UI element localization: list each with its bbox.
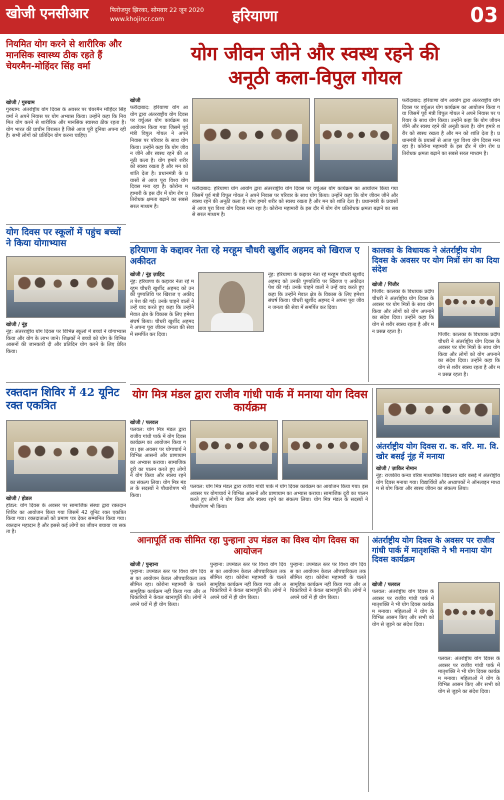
- issue-meta: [110, 6, 204, 24]
- bottom-left-article: [130, 562, 206, 795]
- issue-date: फिरोजपुर झिरका, सोमवार 22 जून 2020: [110, 7, 204, 14]
- divider: [368, 246, 369, 382]
- bottom-left-headline: आनापूर्ति तक सीमित रहा पुन्हाना उप मंडल का विश्व योग दिवस का आयोजन: [137, 536, 359, 557]
- mid-right-byline: खोजी / पिंजौर: [372, 282, 399, 288]
- divider: [130, 242, 500, 243]
- lead-article-cont: [402, 98, 500, 238]
- bottom-right-photo: [438, 582, 500, 652]
- newspaper-title: खोजी एनसीआर: [6, 6, 89, 22]
- issue-site: www.khojincr.com: [110, 16, 165, 23]
- lead-body-cont2: फरीदाबाद: हरियाणा योग आयोग द्वारा अंतरराष्ट्रीय योग दिवस पर वर्चुअल योग कार्यक्रम का आयोजन किया गया जिसमें पूर्व मंत्री विपुल गोयल ने अपने निवास पर परिवार के साथ योग किया। उन्होंने कहा कि योग जीवन जीने और स्वस्थ रहने की अनूठी कला है। योग हमारे शरीर को स्वस्थ रखता है और मन को शांति देता है। प्रधानमंत्री के प्रयासों से आज पूरा विश्व योग दिवस मना रहा है। कोरोना महामारी के इस दौर में योग रोग प्रतिरोधक क्षमता बढ़ाने का सबसे सरल माध्यम है।: [192, 186, 398, 219]
- right-side-photo: [376, 388, 500, 438]
- bottom-left-body-cont2: पुन्हाना: उपमंडल स्तर पर विश्व योग दिवस का आयोजन केवल औपचारिकता तक सीमित रहा। कोरोना महामारी के चलते सामूहिक कार्यक्रम नहीं किया गया और अधिकारियों ने केवल खानापूर्ति की। लोगों ने अपने घरों में ही योग किया।: [290, 562, 366, 601]
- left-bottom-body: होडल: योग दिवस के अवसर पर सामाजिक संस्था द्वारा रक्तदान शिविर का आयोजन किया गया जिसमें 42 यूनिट रक्त एकत्रित किया गया। रक्तदाताओं को प्रमाण पत्र देकर सम्मानित किया गया। रक्तदान महादान है और इससे कई लोगों का जीवन बचाया जा सकता है।: [6, 503, 126, 536]
- left-bottom-photo: [6, 420, 126, 492]
- mid-left-article-cont: [268, 272, 364, 376]
- bottom-left-article-cont2: [290, 562, 366, 788]
- lead-headline-line1: योग जीवन जीने और स्वस्थ रहने की: [190, 43, 440, 65]
- bottom-left-body-cont: पुन्हाना: उपमंडल स्तर पर विश्व योग दिवस का आयोजन केवल औपचारिकता तक सीमित रहा। कोरोना महामारी के चलते सामूहिक कार्यक्रम नहीं किया गया और अधिकारियों ने केवल खानापूर्ति की। लोगों ने अपने घरों में ही योग किया।: [210, 562, 286, 601]
- left-bottom-byline: खोजी / होडल: [6, 496, 32, 502]
- lead-article-cont2: [192, 186, 398, 238]
- divider: [6, 382, 126, 383]
- center-article: [130, 420, 186, 535]
- left-mid-article: [6, 322, 126, 381]
- left-top-body: गुरुग्राम: अंतर्राष्ट्रीय योग दिवस के अवसर पर चेयरमैन मोहिंदर सिंह वर्मा ने अपने निवास पर योग अभ्यास किया। उन्होंने कहा कि नियमित योग करने से शारीरिक और मानसिक स्वास्थ्य ठीक रहता है। योग भारत की प्राचीन विरासत है जिसे आज पूरी दुनिया अपना रही है। सभी लोगों को प्रतिदिन योग करना चाहिए।: [6, 107, 126, 140]
- bottom-left-byline: खोजी / पुन्हाना: [130, 562, 159, 568]
- bottom-right-article: [372, 582, 434, 795]
- center-headline: योग मित्र मंडल द्वारा राजीव गांधी पार्क में मनाया योग दिवस कार्यक्रम: [132, 388, 368, 415]
- lead-headline-line2: अनूठी कला-विपुल गोयल: [228, 67, 402, 89]
- mid-left-article: [130, 272, 194, 383]
- mid-left-photo: [198, 272, 264, 332]
- lead-headline: [130, 42, 500, 90]
- lead-article: [130, 98, 188, 245]
- divider: [130, 532, 500, 533]
- center-body-cont: पलवल: योग मित्र मंडल द्वारा राजीव गांधी पार्क में योग दिवस कार्यक्रम का आयोजन किया गया। इस अवसर पर योगाचार्य ने विभिन्न आसनों और प्राणायाम का अभ्यास कराया। सामाजिक दूरी का पालन करते हुए लोगों ने योग किया और स्वस्थ रहने का संकल्प लिया। योग मित्र मंडल के सदस्यों ने पौधारोपण भी किया।: [190, 484, 368, 510]
- mid-right-headline: कालका के विधायक ने अंतर्राष्ट्रीय योग दिवस के अवसर पर योग मित्रों संग का दिया संदेश: [372, 245, 500, 275]
- bottom-right-article-cont: [438, 656, 500, 788]
- divider: [130, 384, 500, 385]
- mid-left-body-cont: नूंह: हरियाणा के कद्दावर नेता रहे मरहूम चौधरी खुर्शीद अहमद को उनकी पुण्यतिथि पर खिराज ए अकीदत पेश की गई। उनके चाहने वालों ने उन्हें याद करते हुए कहा कि उन्होंने मेवात क्षेत्र के विकास के लिए हमेशा संघर्ष किया। चौधरी खुर्शीद अहमद ने अपना पूरा जीवन जनता की सेवा में समर्पित कर दिया।: [268, 272, 364, 311]
- bottom-right-headline: अंतर्राष्ट्रीय योग दिवस के अवसर पर राजीव गांधी पार्क में मातृशक्ति ने भी मनाया योग दिवस कार्यक्रम: [372, 535, 495, 565]
- lead-body-cont: फरीदाबाद: हरियाणा योग आयोग द्वारा अंतरराष्ट्रीय योग दिवस पर वर्चुअल योग कार्यक्रम का आयोजन किया गया जिसमें पूर्व मंत्री विपुल गोयल ने अपने निवास पर परिवार के साथ योग किया। उन्होंने कहा कि योग जीवन जीने और स्वस्थ रहने की अनूठी कला है। योग हमारे शरीर को स्वस्थ रखता है और मन को शांति देता है। प्रधानमंत्री के प्रयासों से आज पूरा विश्व योग दिवस मना रहा है। कोरोना महामारी के इस दौर में योग रोग प्रतिरोधक क्षमता बढ़ाने का सबसे सरल माध्यम है।: [402, 98, 500, 157]
- left-mid-photo: [6, 256, 126, 318]
- left-mid-byline: खोजी / नूंह: [6, 322, 28, 328]
- section-title: हरियाणा: [232, 7, 278, 25]
- bottom-left-body: पुन्हाना: उपमंडल स्तर पर विश्व योग दिवस का आयोजन केवल औपचारिकता तक सीमित रहा। कोरोना महामारी के चलते सामूहिक कार्यक्रम नहीं किया गया और अधिकारियों ने केवल खानापूर्ति की। लोगों ने अपने घरों में ही योग किया।: [130, 569, 206, 608]
- center-body: पलवल: योग मित्र मंडल द्वारा राजीव गांधी पार्क में योग दिवस कार्यक्रम का आयोजन किया गया। इस अवसर पर योगाचार्य ने विभिन्न आसनों और प्राणायाम का अभ्यास कराया। सामाजिक दूरी का पालन करते हुए लोगों ने योग किया और स्वस्थ रहने का संकल्प लिया। योग मित्र मंडल के सदस्यों ने पौधारोपण भी किया।: [130, 427, 186, 499]
- bottom-right-body-cont: पलवल: अंतर्राष्ट्रीय योग दिवस के अवसर पर राजीव गांधी पार्क में मातृशक्ति ने भी योग दिवस कार्यक्रम मनाया। महिलाओं ने योग के विभिन्न आसन किए और सभी को योग से जुड़ने का संदेश दिया।: [438, 656, 500, 695]
- right-side-headline: अंतर्राष्ट्रीय योग दिवस रा. क. वरि. मा. वि. खोर बसई नूंह में मनाया: [376, 441, 499, 461]
- mid-right-body-cont: पिंजौर: कालका के विधायक प्रदीप चौधरी ने अंतर्राष्ट्रीय योग दिवस के अवसर पर योग मित्रों के साथ योग किया और लोगों को योग अपनाने का संदेश दिया। उन्होंने कहा कि योग से शरीर स्वस्थ रहता है और मन प्रसन्न रहता है।: [438, 332, 500, 378]
- bottom-left-article-cont: [210, 562, 286, 788]
- left-mid-headline: योग दिवस पर स्कूलों में पहुंच बच्चों ने किया योगाभ्यास: [6, 228, 121, 249]
- left-top-article: [6, 100, 126, 225]
- left-top-byline: खोजी / गुरुग्राम: [6, 100, 35, 106]
- right-side-article: [376, 466, 500, 533]
- mid-left-byline: खोजी / नूंह ज़ाहिद: [130, 272, 165, 278]
- center-article-cont: [190, 484, 368, 528]
- center-photo-2: [282, 420, 368, 480]
- left-top-headline: नियमित योग करने से शारीरिक और मानसिक स्वास्थ्य ठीक रहते हैं चेयरमैन-मोहिंदर सिंह वर्मा: [6, 40, 122, 72]
- mid-right-photo: [438, 282, 500, 328]
- mid-right-article: [372, 282, 434, 385]
- center-byline: खोजी / पलवल: [130, 420, 159, 426]
- left-bottom-article: [6, 496, 126, 593]
- lead-body: फरीदाबाद: हरियाणा योग आयोग द्वारा अंतरराष्ट्रीय योग दिवस पर वर्चुअल योग कार्यक्रम का आयोजन किया गया जिसमें पूर्व मंत्री विपुल गोयल ने अपने निवास पर परिवार के साथ योग किया। उन्होंने कहा कि योग जीवन जीने और स्वस्थ रहने की अनूठी कला है। योग हमारे शरीर को स्वस्थ रखता है और मन को शांति देता है। प्रधानमंत्री के प्रयासों से आज पूरा विश्व योग दिवस मना रहा है। कोरोना महामारी के इस दौर में योग रोग प्रतिरोधक क्षमता बढ़ाने का सबसे सरल माध्यम है।: [130, 105, 188, 210]
- masthead-bar: [0, 0, 504, 34]
- page-number: 03: [470, 3, 498, 27]
- lead-photo: [192, 98, 310, 182]
- mid-left-body: नूंह: हरियाणा के कद्दावर नेता रहे मरहूम चौधरी खुर्शीद अहमद को उनकी पुण्यतिथि पर खिराज ए अकीदत पेश की गई। उनके चाहने वालों ने उन्हें याद करते हुए कहा कि उन्होंने मेवात क्षेत्र के विकास के लिए हमेशा संघर्ष किया। चौधरी खुर्शीद अहमद ने अपना पूरा जीवन जनता की सेवा में समर्पित कर दिया।: [130, 279, 194, 338]
- bottom-right-byline: खोजी / पलवल: [372, 582, 401, 588]
- lead-byline: खोजी: [130, 98, 141, 104]
- left-mid-body: नूंह: अंतरराष्ट्रीय योग दिवस पर विभिन्न स्कूलों में बच्चों ने योगाभ्यास किया और योग के लाभ जाने। शिक्षकों ने बच्चों को योग के विभिन्न आसनों की जानकारी दी और प्रतिदिन योग करने के लिए प्रेरित किया।: [6, 329, 126, 355]
- bottom-right-body: पलवल: अंतर्राष्ट्रीय योग दिवस के अवसर पर राजीव गांधी पार्क में मातृशक्ति ने भी योग दिवस कार्यक्रम मनाया। महिलाओं ने योग के विभिन्न आसन किए और सभी को योग से जुड़ने का संदेश दिया।: [372, 589, 434, 628]
- mid-right-article-cont: [438, 332, 500, 378]
- right-side-body: नूंह: राजकीय कन्या वरिष्ठ माध्यमिक विद्यालय खोर बसई में अंतर्राष्ट्रीय योग दिवस मनाया गया। विद्यार्थियों और अध्यापकों ने ऑनलाइन माध्यम से योग किया और स्वस्थ जीवन का संकल्प लिया।: [376, 473, 500, 493]
- center-photo-1: [190, 420, 278, 480]
- divider: [372, 388, 373, 530]
- left-bottom-headline: रक्तदान शिविर में 42 यूनिट रक्त एकत्रित: [6, 386, 120, 413]
- mid-left-headline: हरियाणा के कद्दावर नेता रहे मरहूम चौधरी खुर्शीद अहमद को खिराज ए अकीदत: [130, 246, 360, 267]
- mid-right-body: पिंजौर: कालका के विधायक प्रदीप चौधरी ने अंतर्राष्ट्रीय योग दिवस के अवसर पर योग मित्रों के साथ योग किया और लोगों को योग अपनाने का संदेश दिया। उन्होंने कहा कि योग से शरीर स्वस्थ रहता है और मन प्रसन्न रहता है।: [372, 289, 434, 335]
- divider: [368, 536, 369, 792]
- divider: [6, 224, 126, 225]
- lead-photo-2: [314, 98, 398, 182]
- right-side-byline: खोजी / ज़ाकिर नोमान: [376, 466, 417, 472]
